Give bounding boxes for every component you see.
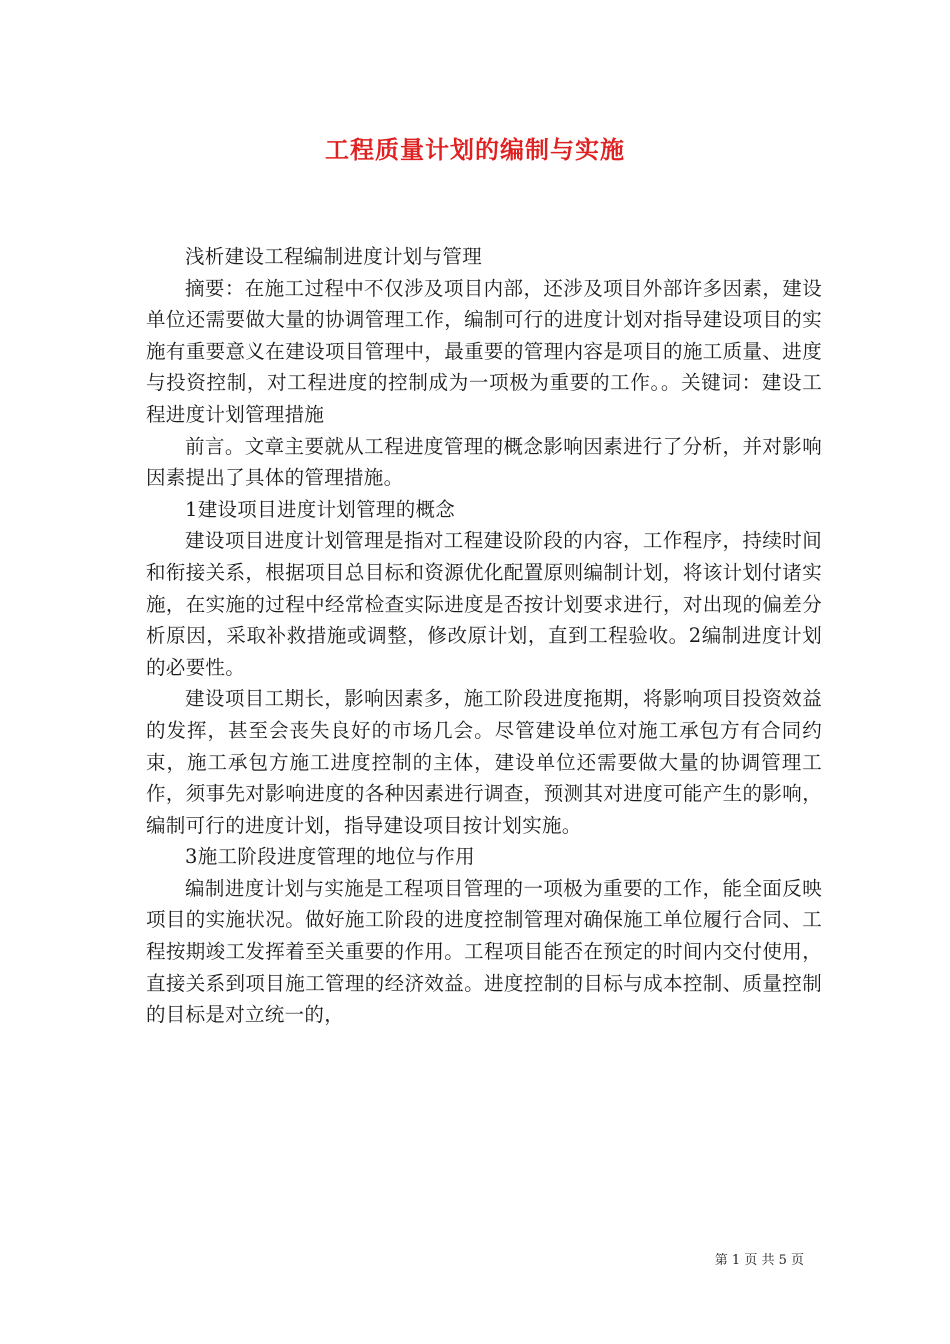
paragraph-section-3: 编制进度计划与实施是工程项目管理的一项极为重要的工作，能全面反映项目的实施状况。做好施工阶段的进度控制管理对确保施工单位履行合同、工程按期竣工发挥着至关重要的作用。工程项目能否在预定的时间内交付使用，直接关系到项目施工管理的经济效益。进度控制的目标与成本控制、质量控制的目标是对立统一的， (146, 876, 822, 1027)
paragraph-section-2: 建设项目工期长，影响因素多，施工阶段进度拖期，将影响项目投资效益的发挥，甚至会丧失良好的市场几会。尽管建设单位对施工承包方有合同约束，施工承包方施工进度控制的主体，建设单位还需要做大量的协调管理工作，须事先对影响进度的各种因素进行调查，预测其对进度可能产生的影响，编制可行的进度计划，指导建设项目按计划实施。 (146, 687, 822, 837)
page-number: 第 1 页 共 5 页 (714, 1253, 804, 1268)
section-heading-3: 3施工阶段进度管理的地位与作用 (185, 845, 475, 869)
paragraph-abstract: 摘要：在施工过程中不仅涉及项目内部，还涉及项目外部许多因素，建设单位还需要做大量的协调管理工作，编制可行的进度计划对指导建设项目的实施有重要意义在建设项目管理中，最重要的管理内容是项目的施工质量、进度与投资控制，对工程进度的控制成为一项极为重要的工作。。关键词：建设工程进度计划管理措施 (146, 276, 822, 426)
paragraph-section-1: 建设项目进度计划管理是指对工程建设阶段的内容，工作程序，持续时间和衔接关系，根据项目总目标和资源优化配置原则编制计划，将该计划付诸实施，在实施的过程中经常检查实际进度是否按计划要求进行，对出现的偏差分析原因，采取补救措施或调整，修改原计划，直到工程验收。2编制进度计划的必要性。 (146, 529, 822, 679)
section-heading-1: 1建设项目进度计划管理的概念 (185, 497, 456, 521)
document-body (146, 241, 822, 1031)
subtitle-line: 浅析建设工程编制进度计划与管理 (185, 245, 483, 268)
paragraph-preface: 前言。文章主要就从工程进度管理的概念影响因素进行了分析，并对影响因素提出了具体的管理措施。 (146, 434, 822, 490)
document-title: 工程质量计划的编制与实施 (325, 135, 625, 164)
